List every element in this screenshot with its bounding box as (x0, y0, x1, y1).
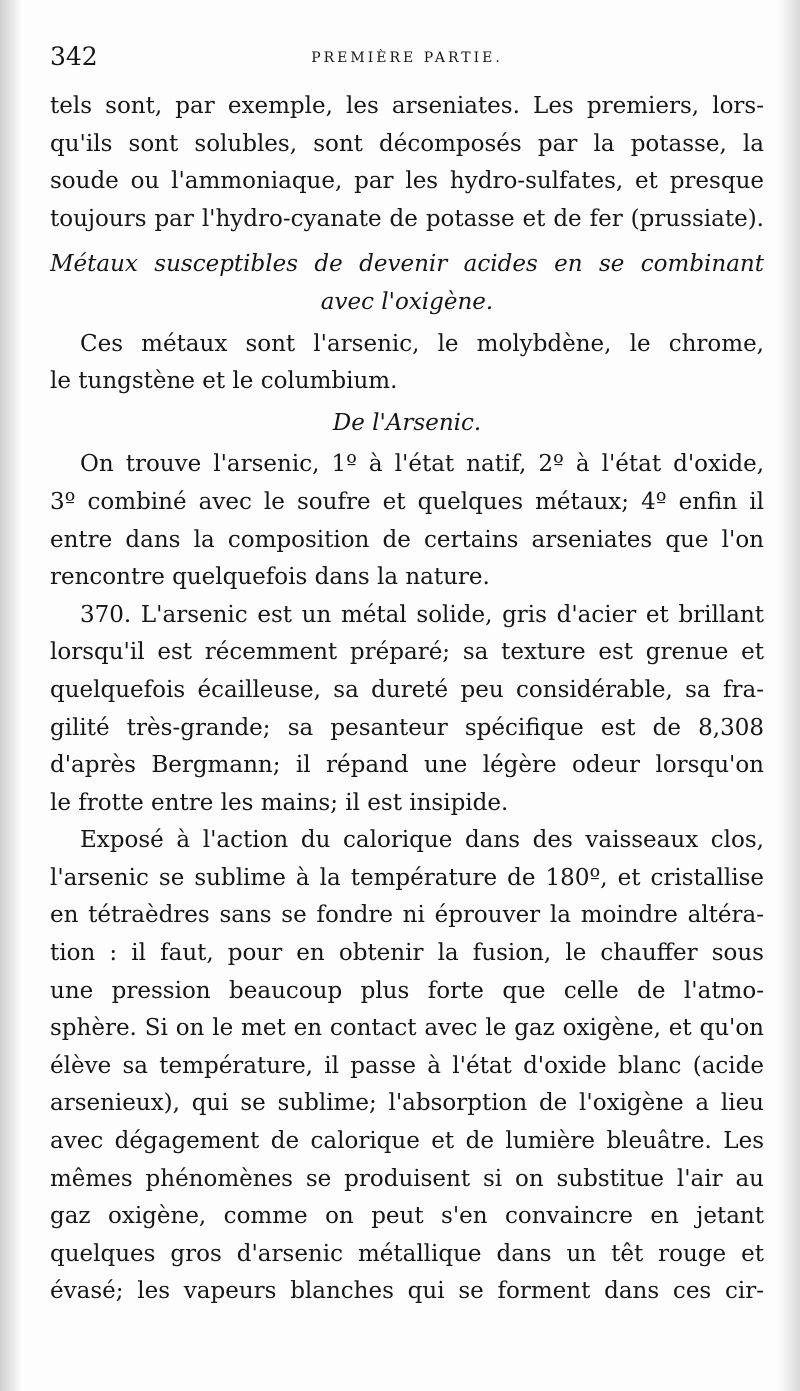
text-line: 370. L'arsenic est un métal solide, gris d'acier et brillant (80, 601, 764, 628)
text-line: avec dégagement de calorique et de lumière bleuâtre. Les (50, 1128, 764, 1155)
text-line: évasé; les vapeurs blanches qui se forment dans ces cir- (50, 1278, 764, 1305)
section-heading (50, 246, 764, 321)
text-line: lorsqu'il est récemment préparé; sa texture est grenue et (50, 639, 764, 666)
text-line: quelquefois écailleuse, sa dureté peu considérable, sa fra- (50, 676, 764, 703)
text-line: 3º combiné avec le soufre et quelques métaux; 4º enfin il (50, 488, 764, 515)
paragraph-370 (50, 597, 764, 823)
heading-line: Métaux susceptibles de devenir acides en se combinant (50, 251, 764, 278)
text-line: mêmes phénomènes se produisent si on substitue l'air au (50, 1165, 764, 1192)
text-line: gilité très-grande; sa pesanteur spécifique est de 8,308 (50, 714, 764, 741)
text-line: Exposé à l'action du calorique dans des vaisseaux clos, (80, 827, 764, 854)
text-line: rencontre quelquefois dans la nature. (50, 564, 490, 591)
text-line: qu'ils sont solubles, sont décomposés par la potasse, la (50, 130, 764, 157)
text-line: l'arsenic se sublime à la température de 180º, et cristallise (50, 864, 764, 891)
text-line: d'après Bergmann; il répand une légère odeur lorsqu'on (50, 752, 764, 779)
paragraph-occurrence (50, 446, 764, 596)
text-line: entre dans la composition de certains arseniates que l'on (50, 526, 764, 553)
running-head: PREMIÈRE PARTIE. (311, 50, 503, 66)
text-line: soude ou l'ammoniaque, par les hydro-sulfates, et presque (50, 168, 764, 195)
text-line: tels sont, par exemple, les arseniates. Les premiers, lors- (50, 93, 764, 119)
text-line: arsenieux), qui se sublime; l'absorption de l'oxigène a lieu (50, 1090, 764, 1117)
paragraph-metals (50, 326, 764, 401)
text-line: Ces métaux sont l'arsenic, le molybdène, le chrome, (80, 330, 764, 357)
text-line: en tétraèdres sans se fondre ni éprouver la moindre altéra- (50, 902, 764, 929)
page-gutter-shadow (0, 0, 22, 1391)
page-number: 342 (50, 42, 98, 71)
page-edge-shadow (778, 0, 800, 1391)
subheading-arsenic: De l'Arsenic. (332, 409, 482, 436)
text-line: quelques gros d'arsenic métallique dans un têt rouge et (50, 1240, 764, 1267)
text-line: toujours par l'hydro-cyanate de potasse et de fer (prussiate). (50, 205, 764, 232)
paragraph-continuation (50, 88, 764, 238)
page-header (50, 40, 764, 88)
text-line: une pression beaucoup plus forte que celle de l'atmo- (50, 977, 764, 1004)
text-line: le tungstène et le columbium. (50, 368, 398, 395)
page-text-block (50, 40, 764, 1311)
heading-line: avec l'oxigène. (320, 288, 494, 315)
text-line: élève sa température, il passe à l'état d'oxide blanc (acide (50, 1052, 764, 1079)
text-line: le frotte entre les mains; il est insipide. (50, 789, 509, 816)
text-line: gaz oxigène, comme on peut s'en convaincre en jetant (50, 1203, 764, 1230)
paragraph-calorique (50, 822, 764, 1311)
text-line: tion : il faut, pour en obtenir la fusion, le chauffer sous (50, 940, 764, 967)
text-line: sphère. Si on le met en contact avec le gaz oxigène, et qu'on (50, 1015, 764, 1042)
text-line: On trouve l'arsenic, 1º à l'état natif, 2º à l'état d'oxide, (80, 451, 764, 478)
